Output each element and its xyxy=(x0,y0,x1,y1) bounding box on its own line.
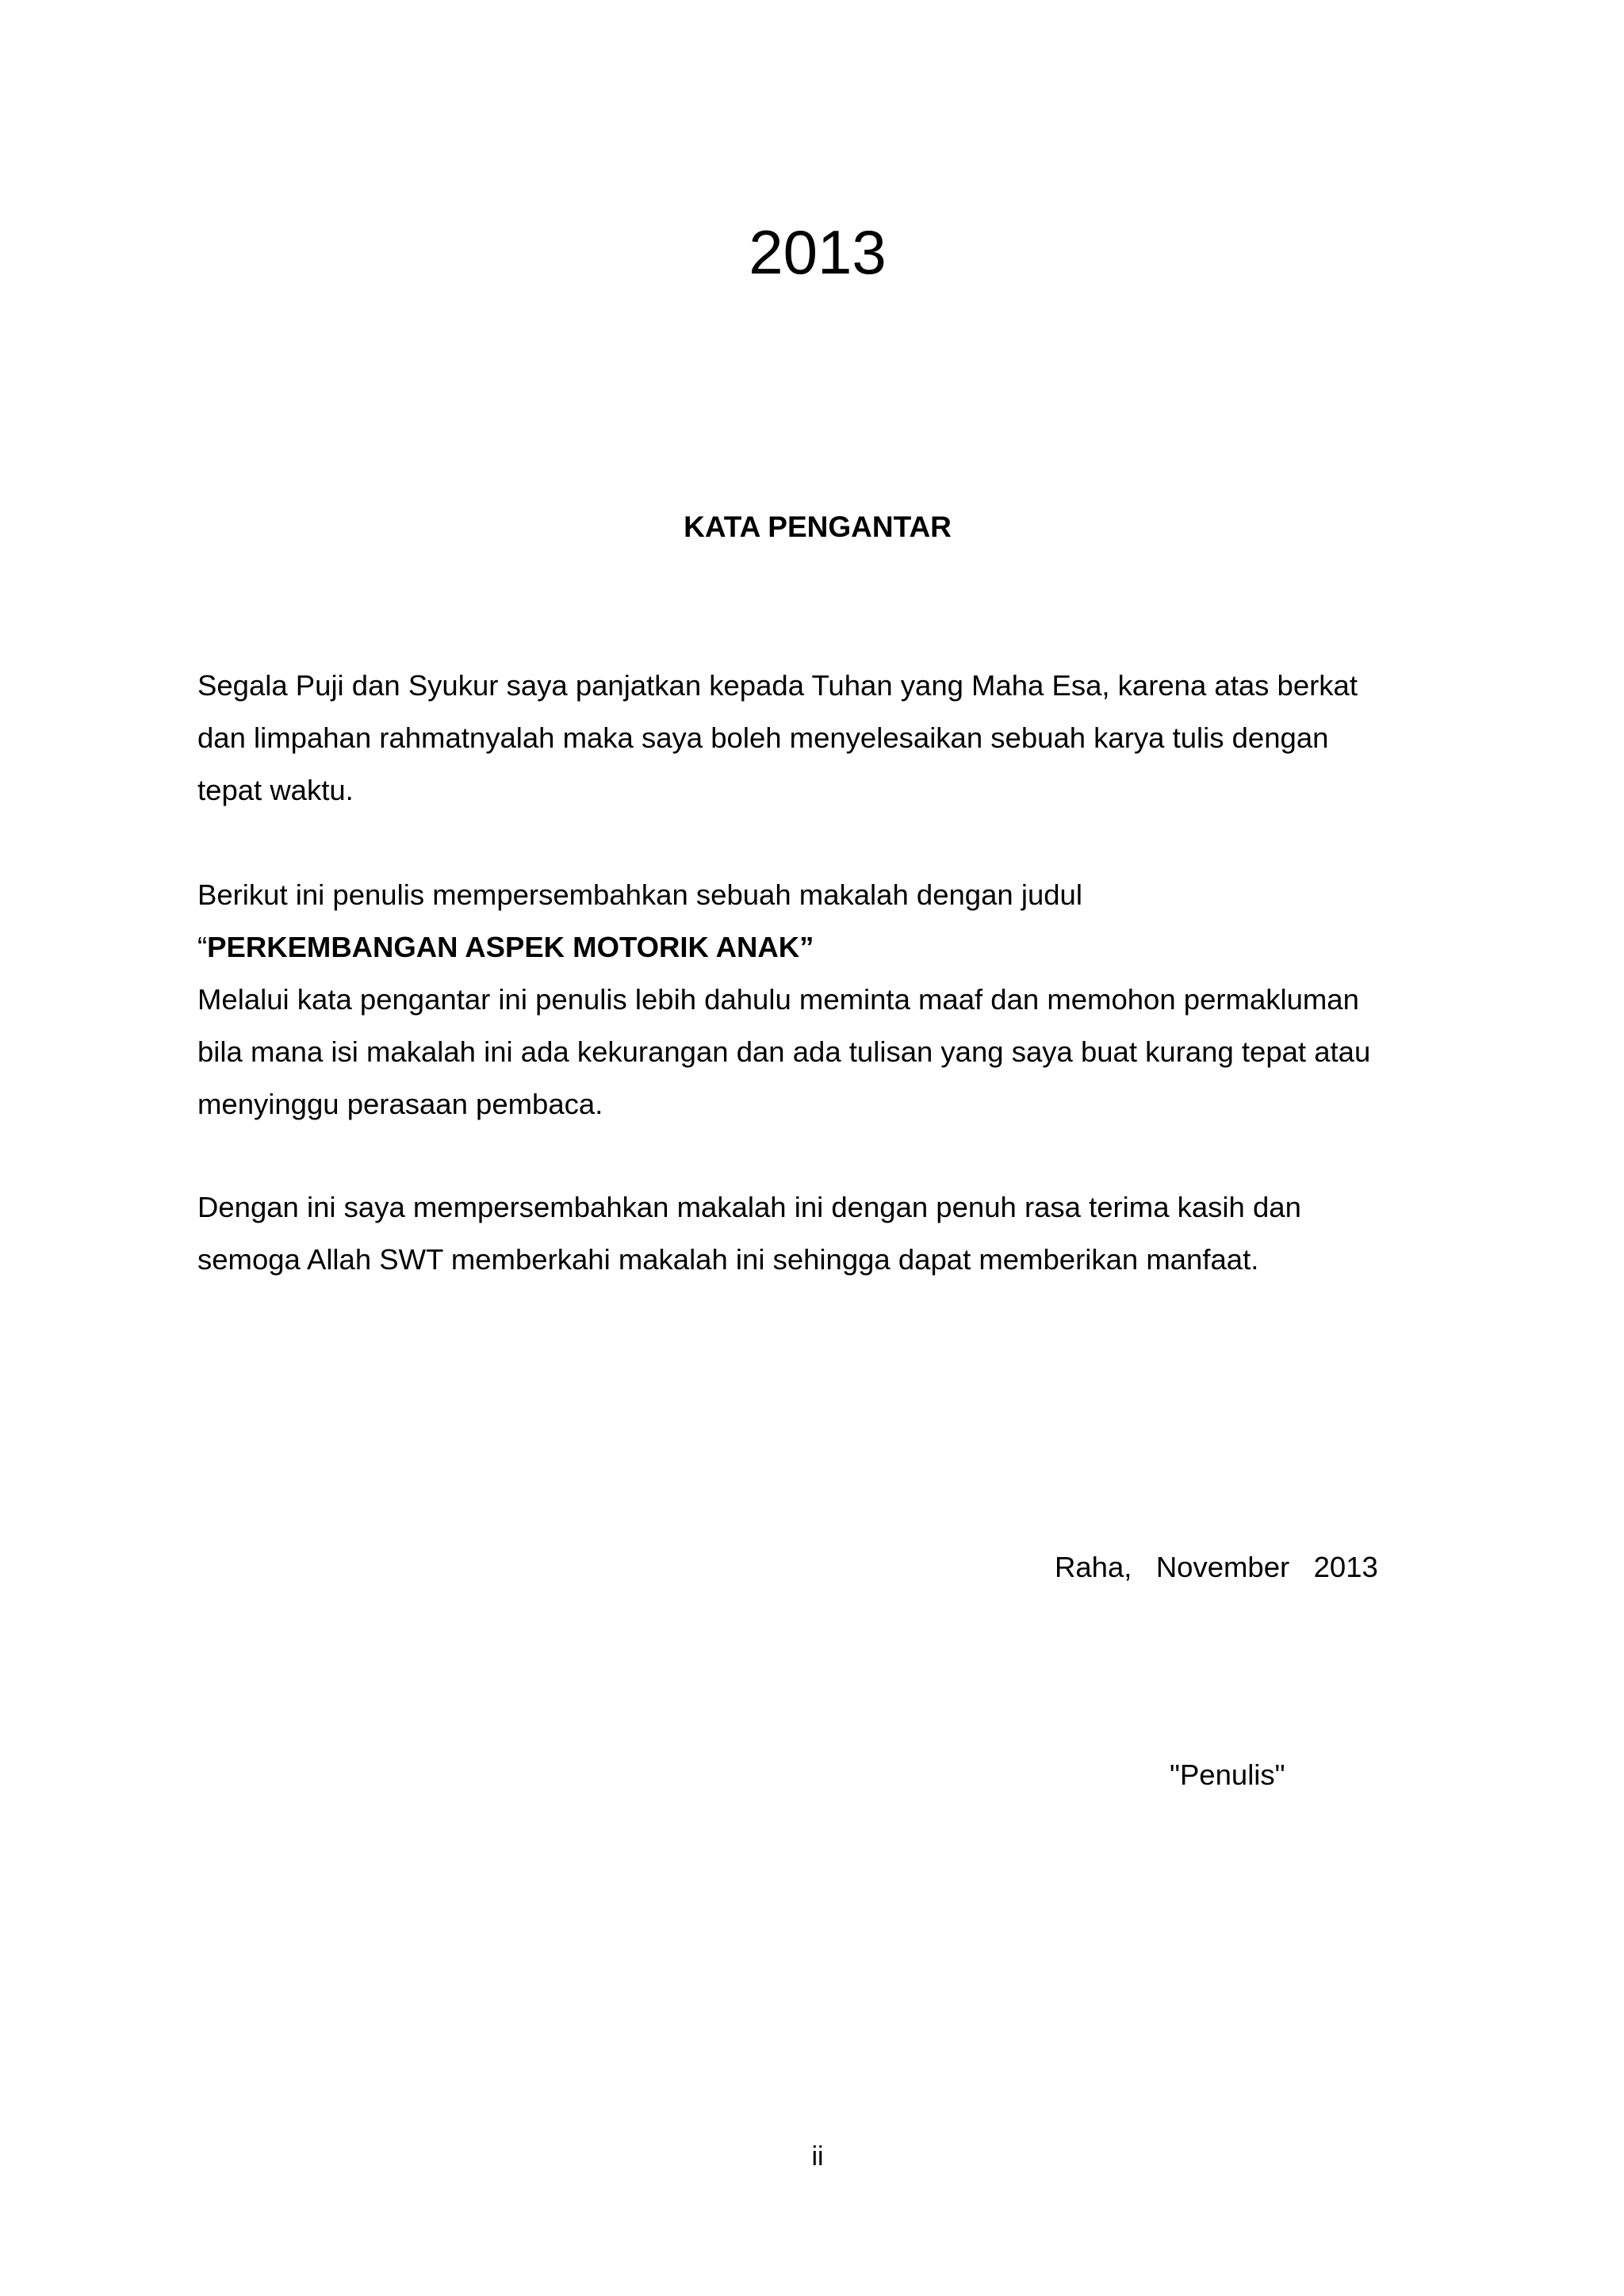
place-date: Raha, November 2013 xyxy=(1055,1551,1378,1583)
paragraph-line: dan limpahan rahmatnyalah maka saya boleh menyelesaikan sebuah karya tulis dengan xyxy=(197,721,1329,754)
paragraph-gratitude xyxy=(197,660,1434,817)
author-signature: "Penulis" xyxy=(1170,1758,1285,1791)
page-number: ii xyxy=(811,2141,824,2172)
paper-title-line xyxy=(197,921,1434,974)
paragraph-line: Segala Puji dan Syukur saya panjatkan kepada Tuhan yang Maha Esa, karena atas berkat xyxy=(197,669,1358,702)
paragraph-presentation xyxy=(197,869,1434,1131)
paragraph-line: bila mana isi makalah ini ada kekurangan dan ada tulisan yang saya buat kurang tepat atau xyxy=(197,1035,1371,1068)
paper-title: PERKEMBANGAN ASPEK MOTORIK ANAK” xyxy=(207,931,814,963)
open-quote: “ xyxy=(197,931,208,963)
paragraph-line: tepat waktu. xyxy=(197,774,354,806)
paragraph-line: Berikut ini penulis mempersembahkan sebuah makalah dengan judul xyxy=(197,878,1082,911)
paragraph-line: menyinggu perasaan pembaca. xyxy=(197,1088,603,1120)
section-title: KATA PENGANTAR xyxy=(684,511,952,543)
year-heading: 2013 xyxy=(749,217,887,287)
paragraph-line: Melalui kata pengantar ini penulis lebih dahulu meminta maaf dan memohon permakluman xyxy=(197,983,1359,1016)
paragraph-closing xyxy=(197,1181,1434,1286)
paragraph-line: Dengan ini saya mempersembahkan makalah ini dengan penuh rasa terima kasih dan xyxy=(197,1191,1301,1223)
paragraph-line: semoga Allah SWT memberkahi makalah ini sehingga dapat memberikan manfaat. xyxy=(197,1243,1259,1276)
